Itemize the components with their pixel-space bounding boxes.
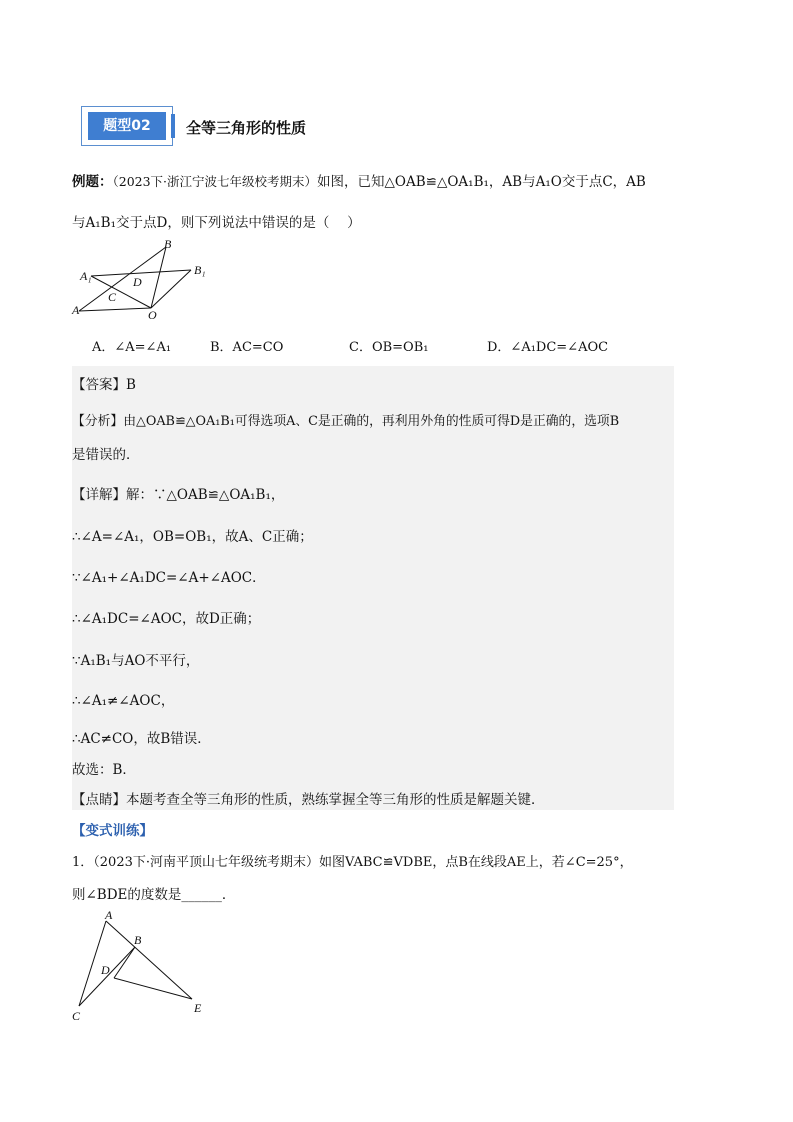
practice-q1-line-1: 1．（2023下·河南平顶山七年级统考期末）如图VABC≌VDBE，点B在线段AE上，若∠C=25°， — [72, 855, 633, 870]
example-figure — [70, 236, 220, 326]
detail-line-2: ∴∠A=∠A₁，OB=OB₁，故A、C正确； — [72, 529, 313, 545]
detail-line-1: 【详解】解：∵△OAB≌△OA₁B₁， — [72, 487, 285, 503]
section-title: 全等三角形的性质 — [186, 119, 307, 137]
detail-line-5: ∵A₁B₁与AO不平行， — [72, 653, 200, 669]
section-tag-label: 题型02 — [88, 112, 166, 140]
label-d: D — [101, 963, 110, 977]
analysis-line-1: 【分析】由△OAB≌△OA₁B₁可得选项A、C是正确的，再利用外角的性质可得D是正确的，选项B — [72, 414, 620, 429]
segment-a1o — [91, 276, 151, 308]
example-stem-1: 如图，已知△OAB≌△OA₁B₁，AB与A₁O交于点C，AB — [317, 174, 646, 190]
label-e: E — [194, 1001, 202, 1015]
label-d: D — [133, 275, 142, 289]
option-c: C．OB=OB₁ — [349, 340, 429, 355]
label-o: O — [148, 308, 157, 322]
segment-ao — [79, 308, 151, 311]
detail-line-7: ∴AC≠CO，故B错误． — [72, 731, 211, 747]
section-tag — [81, 106, 173, 146]
label-a: A — [105, 908, 113, 922]
comment-line: 【点睛】本题考查全等三角形的性质，熟练掌握全等三角形的性质是解题关键． — [72, 792, 545, 808]
answer-line: 【答案】B — [72, 377, 136, 393]
option-a: A．∠A=∠A₁ — [92, 340, 172, 355]
choice-line: 故选：B． — [72, 762, 136, 778]
practice-header: 【变式训练】 — [72, 823, 153, 839]
example-stem-line-2: 与A₁B₁交于点D，则下列说法中错误的是（ ） — [72, 215, 361, 231]
segment-b1o — [151, 270, 191, 308]
label-a: A — [72, 303, 80, 317]
segment-bd — [114, 947, 135, 978]
detail-line-6: ∴∠A₁≠∠AOC， — [72, 693, 175, 709]
detail-line-3: ∵∠A₁+∠A₁DC=∠A+∠AOC． — [72, 570, 266, 586]
analysis-line-2: 是错误的． — [72, 447, 140, 463]
option-b: B．AC=CO — [210, 340, 284, 355]
detail-line-4: ∴∠A₁DC=∠AOC，故D正确； — [72, 611, 261, 627]
label-a1: A₁ — [80, 269, 92, 283]
option-d: D．∠A₁DC=∠AOC — [487, 340, 609, 355]
example-label: 例题： — [72, 174, 113, 190]
label-c: C — [108, 290, 117, 304]
label-b: B — [164, 237, 172, 251]
practice-figure — [68, 907, 213, 1027]
section-tag-bar — [171, 114, 175, 138]
label-b1: B₁ — [194, 263, 206, 277]
practice-q1-line-2: 则∠BDE的度数是______． — [72, 887, 236, 903]
example-source: （2023下·浙江宁波七年级校考期末） — [112, 174, 318, 189]
label-b: B — [134, 933, 142, 947]
label-c: C — [72, 1009, 81, 1023]
example-stem-line-1 — [72, 170, 646, 190]
